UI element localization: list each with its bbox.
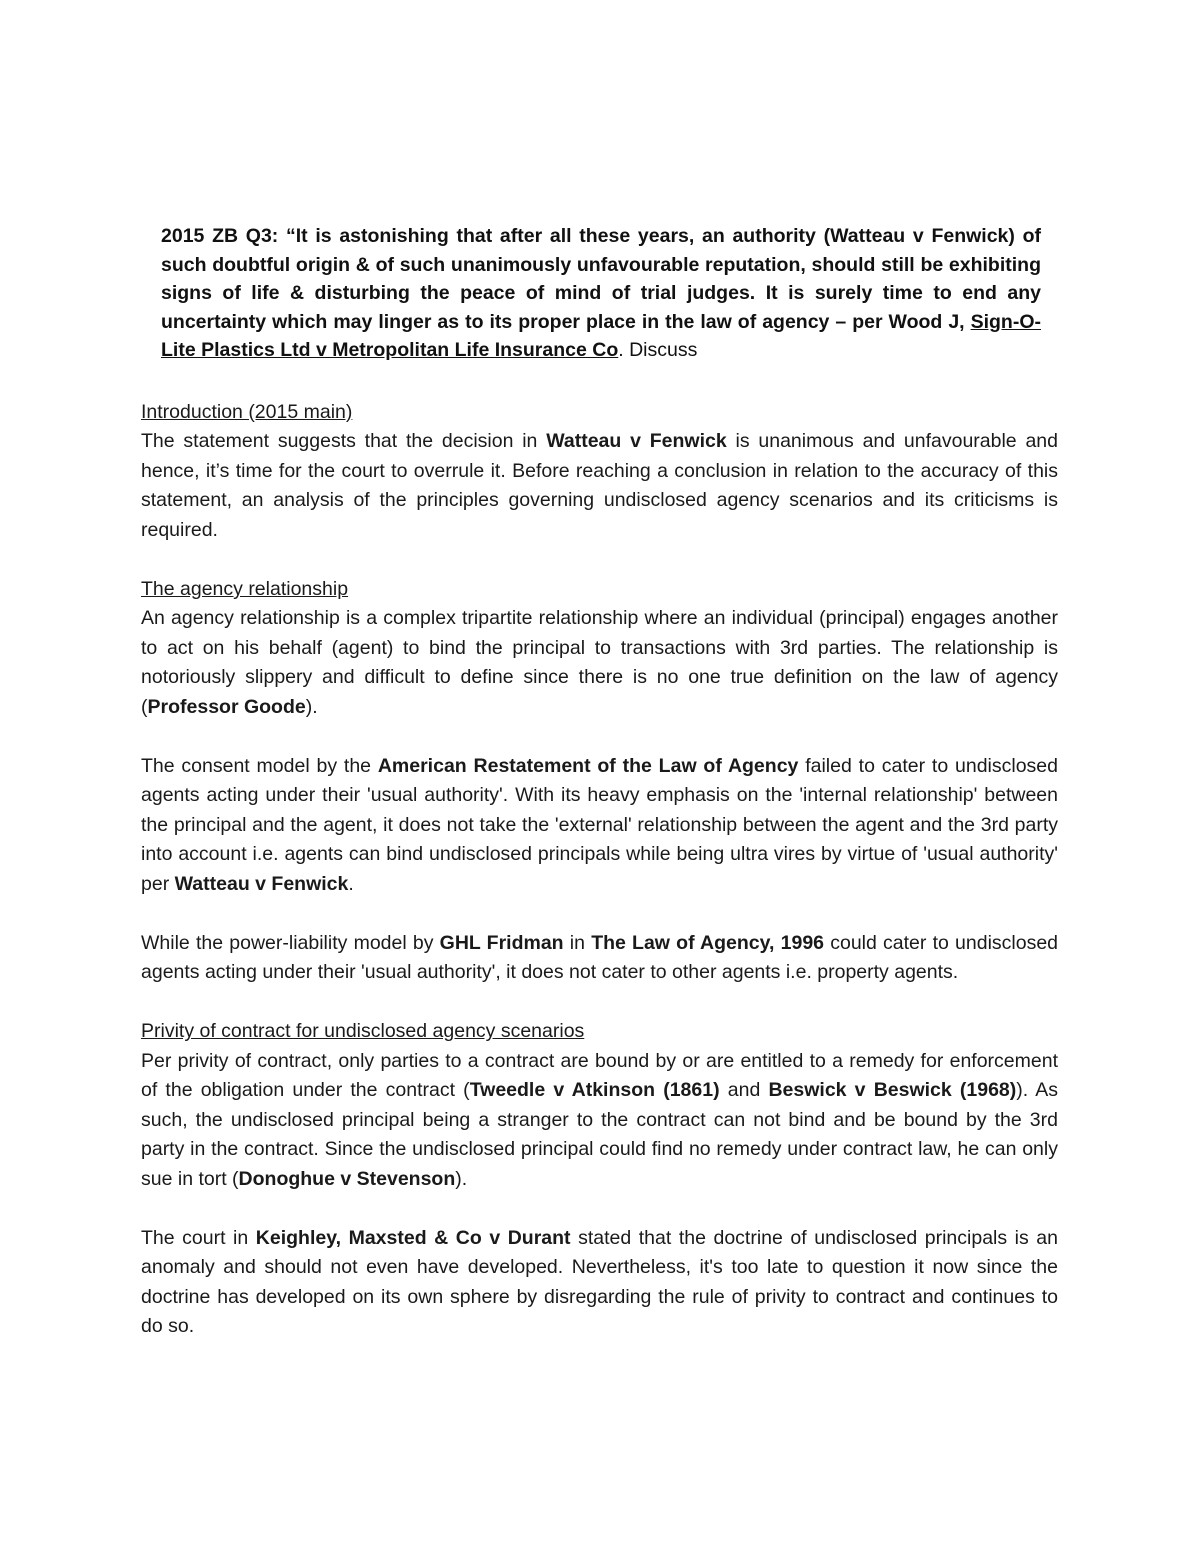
heading-introduction: Introduction (2015 main) — [141, 400, 353, 423]
text-run: ). — [305, 695, 318, 718]
paragraph-gap — [141, 722, 1058, 752]
question-case-citation: Sign-O-Lite Plastics Ltd v Metropolitan Life Insurance Co — [161, 310, 1041, 362]
text-run: The consent model by the — [141, 754, 378, 777]
paragraph-gap — [141, 1194, 1058, 1224]
text-run: failed to cater to undisclosed agents acting under their 'usual authority'. With its heavy emphasis on the 'internal relationship' between the principal and the agent, it does not take the 'external' relationship between the agent and the 3rd party into account i.e. agents can bind undisclosed principals while being ultra vires by virtue of 'usual authority' per — [141, 754, 1058, 895]
intro-paragraph — [141, 427, 1058, 545]
privity-paragraph-1 — [141, 1047, 1058, 1195]
case-name: Beswick v Beswick (1968) — [768, 1079, 1017, 1102]
text-run: Per privity of contract, only parties to a contract are bound by or are entitled to a remedy for enforcement of the obligation under the contract ( — [141, 1049, 1058, 1102]
text-run: and — [719, 1079, 769, 1102]
heading-privity: Privity of contract for undisclosed agency scenarios — [141, 1020, 585, 1043]
text-run: . — [348, 872, 354, 895]
paragraph-gap — [141, 988, 1058, 1018]
agency-paragraph-2 — [141, 752, 1058, 900]
text-run: ). As such, the undisclosed principal being a stranger to the contract can not bind and be bound by the 3rd party in the contract. Since the undisclosed principal could find no remedy under contract law, he can only sue in tort ( — [141, 1079, 1059, 1190]
text-run: stated that the doctrine of undisclosed principals is an anomaly and should not even have developed. Nevertheless, it's too late to question it now since the doctrine has developed on its own sphere by disregarding the rule of privity to contract and continues to do so. — [141, 1226, 1058, 1338]
text-run: could cater to undisclosed agents acting under their 'usual authority', it does not cater to other agents i.e. property agents. — [141, 931, 1059, 984]
text-run: While the power-liability model by — [141, 931, 440, 954]
text-run: ). — [455, 1167, 468, 1190]
case-name: Keighley, Maxsted & Co v Durant — [255, 1226, 571, 1249]
case-name: Donoghue v Stevenson — [238, 1167, 456, 1190]
authority-name: American Restatement of the Law of Agency — [377, 754, 799, 777]
question-label: 2015 ZB Q3: — [161, 225, 279, 247]
paragraph-gap — [141, 545, 1058, 575]
case-name: Watteau v Fenwick — [546, 430, 727, 453]
text-run: in — [563, 931, 592, 954]
authority-name: Professor Goode — [147, 695, 306, 718]
text-run: The court in — [141, 1226, 256, 1249]
text-run: An agency relationship is a complex tripartite relationship where an individual (principal) engages another to act on his behalf (agent) to bind the principal to transactions with 3rd parties. The relationship is notoriously slippery and difficult to define since there is no one true definition on the law of agency ( — [141, 607, 1058, 718]
heading-agency-relationship: The agency relationship — [141, 577, 349, 600]
document-page — [141, 222, 1058, 1342]
paragraph-gap — [141, 899, 1058, 929]
privity-paragraph-2 — [141, 1224, 1058, 1342]
agency-paragraph-1 — [141, 604, 1058, 722]
case-name: Tweedle v Atkinson (1861) — [469, 1079, 720, 1102]
book-title: The Law of Agency, 1996 — [591, 931, 825, 954]
agency-paragraph-3 — [141, 929, 1058, 988]
authority-name: GHL Fridman — [439, 931, 564, 954]
case-name: Watteau v Fenwick — [174, 872, 349, 895]
question-instruction: . Discuss — [618, 339, 698, 362]
question-quote: “It is astonishing that after all these years, an authority (Watteau v Fenwick) of such doubtful origin & of such unanimously unfavourable reputation, should still be exhibiting signs of life & disturbing the peace of mind of trial judges. It is surely time to end any uncertainty which may linger as to its proper place in the law of agency – per Wood J, — [161, 225, 1041, 333]
text-run: The statement suggests that the decision in — [141, 430, 547, 453]
text-run: is unanimous and unfavourable and hence, it’s time for the court to overrule it. Before reaching a conclusion in relation to the accuracy of this statement, an analysis of the principles governing undisclosed agency scenarios and its criticisms is required. — [141, 430, 1058, 541]
exam-question — [161, 222, 1041, 365]
